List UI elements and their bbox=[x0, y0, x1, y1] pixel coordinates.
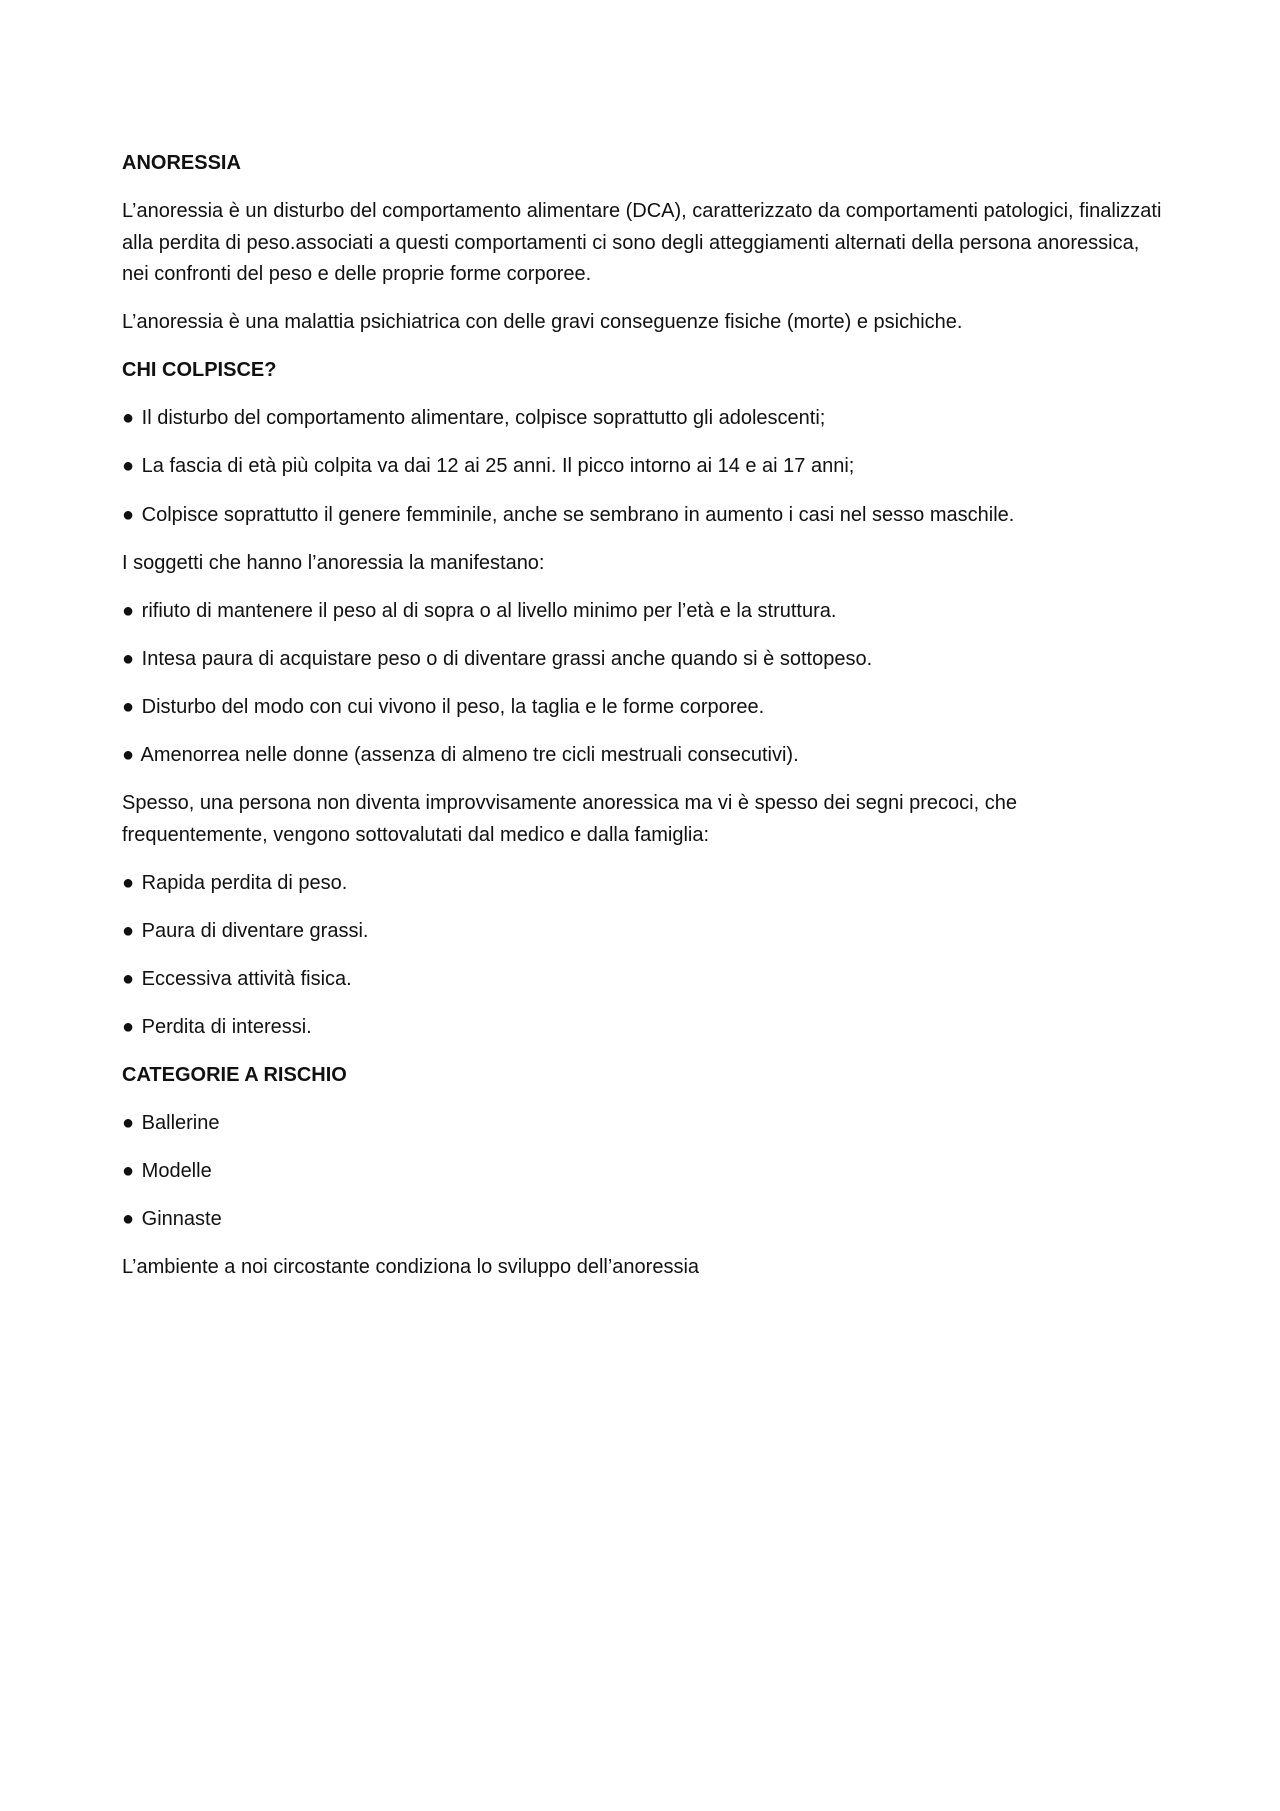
list-item-text: La fascia di età più colpita va dai 12 ai 25 anni. Il picco intorno ai 14 e ai 17 anni; bbox=[141, 455, 855, 478]
list-item bbox=[122, 1204, 1162, 1236]
intro-paragraph-2: L’anoressia è una malattia psichiatrica con delle gravi conseguenze fisiche (morte) e psichiche. bbox=[122, 311, 963, 334]
list-item bbox=[122, 644, 1162, 676]
section-lead-manifestazioni: I soggetti che hanno l’anoressia la manifestano: bbox=[122, 551, 545, 574]
list-item-text: Modelle bbox=[141, 1160, 212, 1183]
bullet-icon: ● bbox=[122, 744, 135, 767]
list-item-text: Ballerine bbox=[141, 1112, 220, 1135]
list-item bbox=[122, 1156, 1162, 1188]
bullet-icon: ● bbox=[122, 919, 135, 942]
list-item bbox=[122, 964, 1162, 996]
bullet-icon: ● bbox=[122, 647, 135, 670]
bullet-icon: ● bbox=[122, 455, 135, 478]
intro-paragraph-1: L’anoressia è un disturbo del comportamento alimentare (DCA), caratterizzato da comportamenti patologici, finalizzati alla perdita di peso.associati a questi comportamenti ci sono degli atteggiamenti alternati della persona anoressica, nei confronti del peso e delle proprie forme corporee. bbox=[122, 200, 1162, 286]
bullet-icon: ● bbox=[122, 599, 135, 622]
bullet-icon: ● bbox=[122, 1016, 135, 1038]
list-item bbox=[122, 868, 1162, 900]
list-item bbox=[122, 596, 1162, 628]
list-item-text: rifiuto di mantenere il peso al di sopra o al livello minimo per l’età e la struttura. bbox=[141, 599, 837, 622]
list-item bbox=[122, 916, 1162, 948]
document-page bbox=[122, 148, 1162, 1301]
list-item-text: Colpisce soprattutto il genere femminile, anche se sembrano in aumento i casi nel sesso maschile. bbox=[141, 503, 1015, 526]
list-item-text: Ginnaste bbox=[141, 1208, 222, 1231]
list-item-text: Amenorrea nelle donne (assenza di almeno tre cicli mestruali consecutivi). bbox=[140, 744, 799, 767]
list-item-text: Disturbo del modo con cui vivono il peso, la taglia e le forme corporee. bbox=[141, 695, 765, 718]
bullet-icon: ● bbox=[122, 871, 135, 894]
bullet-icon: ● bbox=[122, 695, 135, 718]
section-heading-categorie-a-rischio: CATEGORIE A RISCHIO bbox=[122, 1064, 347, 1087]
list-item-text: Rapida perdita di peso. bbox=[141, 871, 348, 894]
section-lead-segni-precoci: Spesso, una persona non diventa improvvisamente anoressica ma vi è spesso dei segni precoci, che frequentemente, vengono sottovalutati dal medico e dalla famiglia: bbox=[122, 792, 1017, 846]
list-item bbox=[122, 1108, 1162, 1140]
bullet-icon: ● bbox=[122, 503, 135, 526]
closing-paragraph: L’ambiente a noi circostante condiziona lo sviluppo dell’anoressia bbox=[122, 1256, 700, 1279]
list-item-text: Eccessiva attività fisica. bbox=[141, 967, 352, 990]
bullet-icon: ● bbox=[122, 1112, 135, 1135]
document-title: ANORESSIA bbox=[122, 152, 241, 174]
list-item-text: Intesa paura di acquistare peso o di diventare grassi anche quando si è sottopeso. bbox=[141, 647, 873, 670]
list-item bbox=[122, 740, 1162, 772]
list-item bbox=[122, 692, 1162, 724]
bullet-icon: ● bbox=[122, 967, 135, 990]
list-item-text: Il disturbo del comportamento alimentare, colpisce soprattutto gli adolescenti; bbox=[141, 407, 826, 430]
list-item bbox=[122, 403, 1162, 435]
bullet-icon: ● bbox=[122, 1208, 135, 1231]
section-heading-chi-colpisce: CHI COLPISCE? bbox=[122, 359, 277, 382]
list-item-text: Perdita di interessi. bbox=[141, 1016, 312, 1038]
bullet-icon: ● bbox=[122, 407, 135, 430]
bullet-icon: ● bbox=[122, 1160, 135, 1183]
list-item bbox=[122, 1012, 1162, 1044]
list-item bbox=[122, 451, 1162, 483]
list-item bbox=[122, 500, 1162, 532]
list-item-text: Paura di diventare grassi. bbox=[141, 919, 369, 942]
